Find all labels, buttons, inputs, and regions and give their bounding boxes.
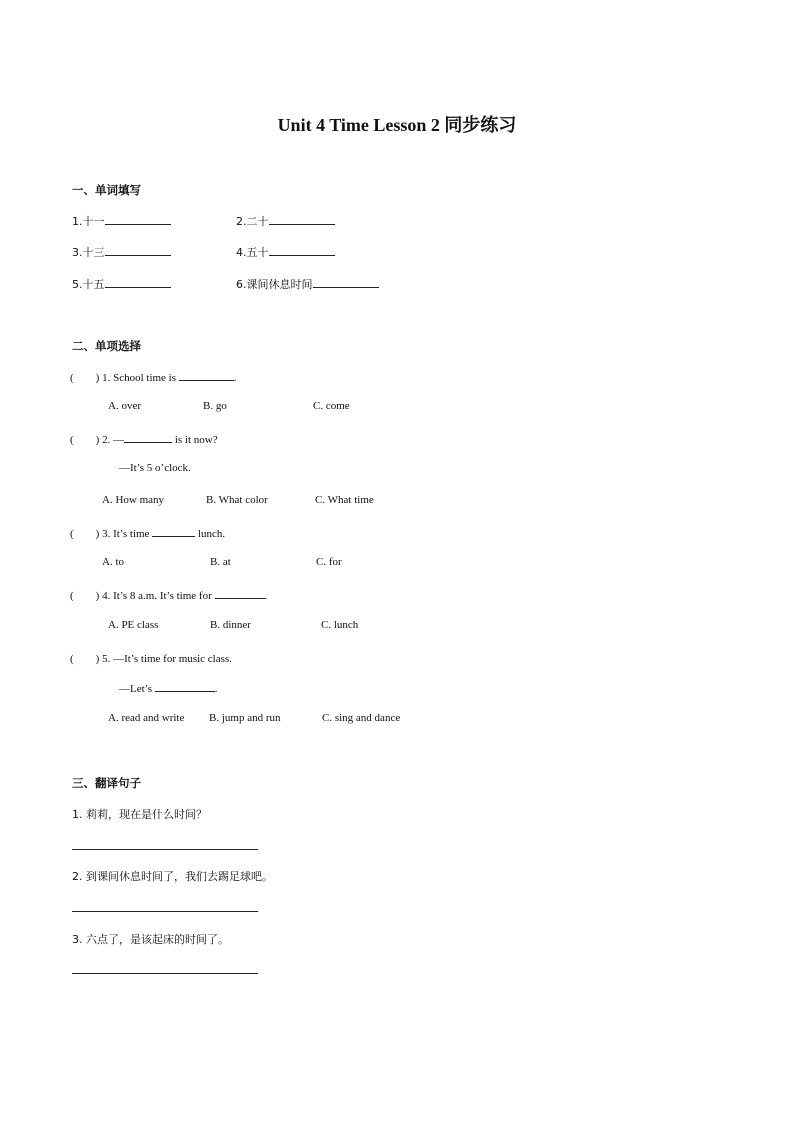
- q3-option-c[interactable]: C. for: [316, 556, 342, 568]
- question-3: [70, 525, 225, 541]
- answer-blank[interactable]: [269, 214, 335, 225]
- dialogue-text: —Let’s: [119, 683, 155, 695]
- q5-option-b[interactable]: B. jump and run: [209, 712, 281, 724]
- answer-blank[interactable]: [105, 214, 171, 225]
- vocab-prompt: 6.课间休息时间: [236, 278, 313, 291]
- question-1: [70, 369, 237, 385]
- vocab-prompt: 5.十五: [72, 278, 105, 291]
- answer-bracket[interactable]: ( ): [70, 653, 100, 665]
- vocab-prompt: 2.二十: [236, 215, 269, 228]
- question-blank: [124, 432, 172, 443]
- vocab-item-5: [72, 276, 171, 292]
- question-text: 2. —: [102, 434, 125, 446]
- answer-blank[interactable]: [105, 277, 171, 288]
- question-text: 4. It’s 8 a.m. It’s time for: [102, 590, 215, 602]
- translation-answer-line-3[interactable]: [72, 973, 258, 974]
- q5-option-c[interactable]: C. sing and dance: [322, 712, 401, 724]
- answer-bracket[interactable]: ( ): [70, 372, 100, 384]
- q1-option-a[interactable]: A. over: [108, 400, 141, 412]
- translation-answer-line-1[interactable]: [72, 849, 258, 850]
- vocab-item-1: [72, 213, 171, 229]
- vocab-prompt: 1.十一: [72, 215, 105, 228]
- question-text: 1. School time is: [102, 372, 179, 384]
- vocab-item-6: [236, 276, 379, 292]
- vocab-item-3: [72, 244, 171, 260]
- question-text-end: .: [233, 372, 237, 384]
- translation-answer-line-2[interactable]: [72, 911, 258, 912]
- translation-item-1: 1. 莉莉，现在是什么时间？: [72, 808, 207, 821]
- question-blank: [152, 526, 195, 537]
- section-heading-multiple-choice: 二、单项选择: [72, 339, 141, 353]
- question-text-end: is it now?: [172, 434, 218, 446]
- page-title: Unit 4 Time Lesson 2 同步练习: [277, 115, 517, 135]
- q5-option-a[interactable]: A. read and write: [108, 712, 185, 724]
- answer-bracket[interactable]: ( ): [70, 528, 100, 540]
- q5-dialogue-answer: [119, 681, 218, 695]
- question-text: 3. It’s time: [102, 528, 153, 540]
- q3-option-b[interactable]: B. at: [210, 556, 231, 568]
- q4-option-c[interactable]: C. lunch: [321, 619, 359, 631]
- question-blank: [155, 681, 215, 692]
- answer-blank[interactable]: [313, 277, 379, 288]
- vocab-item-2: [236, 213, 335, 229]
- vocab-prompt: 3.十三: [72, 246, 105, 259]
- translation-item-2: 2. 到课间休息时间了，我们去踢足球吧。: [72, 870, 273, 883]
- answer-bracket[interactable]: ( ): [70, 434, 100, 446]
- q1-option-c[interactable]: C. come: [313, 400, 350, 412]
- question-blank: [215, 588, 265, 599]
- question-text-end: .: [264, 590, 268, 602]
- question-4: [70, 587, 267, 603]
- question-5: [70, 650, 232, 666]
- answer-blank[interactable]: [269, 245, 335, 256]
- answer-bracket[interactable]: ( ): [70, 590, 100, 602]
- q4-option-b[interactable]: B. dinner: [210, 619, 251, 631]
- section-heading-translation: 三、翻译句子: [72, 776, 141, 790]
- q1-option-b[interactable]: B. go: [203, 400, 227, 412]
- q3-option-a[interactable]: A. to: [102, 556, 124, 568]
- vocab-prompt: 4.五十: [236, 246, 269, 259]
- answer-blank[interactable]: [105, 245, 171, 256]
- question-blank: [179, 370, 234, 381]
- q2-option-a[interactable]: A. How many: [102, 494, 165, 506]
- section-heading-vocabulary: 一、单词填写: [72, 183, 141, 197]
- question-text-end: lunch.: [195, 528, 226, 540]
- q4-option-a[interactable]: A. PE class: [108, 619, 159, 631]
- q2-dialogue-answer: —It’s 5 o’clock.: [119, 462, 191, 474]
- q2-option-c[interactable]: C. What time: [315, 494, 374, 506]
- question-2: [70, 431, 218, 447]
- question-text: 5. —It’s time for music class.: [102, 653, 232, 665]
- translation-item-3: 3. 六点了，是该起床的时间了。: [72, 933, 229, 946]
- vocab-item-4: [236, 244, 335, 260]
- dialogue-text-end: .: [214, 683, 218, 695]
- q2-option-b[interactable]: B. What color: [206, 494, 268, 506]
